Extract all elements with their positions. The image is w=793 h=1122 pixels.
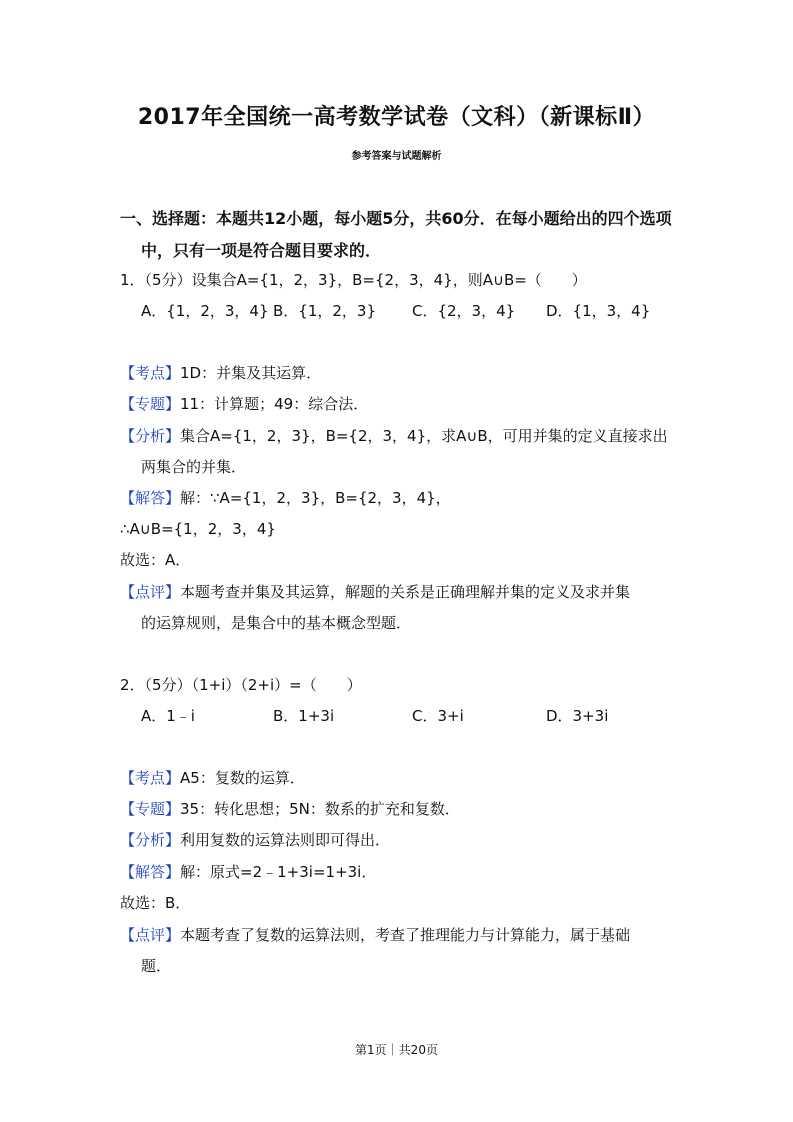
- q2-dianping-row: [120, 924, 630, 945]
- q2-zhuanti-text: 35：转化思想；5N：数系的扩充和复数．: [180, 800, 460, 818]
- q2-dianping-text: 本题考查了复数的运算法则，考查了推理能力与计算能力，属于基础: [180, 926, 631, 944]
- q2-kaodian-tag: 【考点】: [120, 769, 181, 787]
- q2-fenxi-tag: 【分析】: [120, 831, 181, 849]
- section-heading-line2: 中，只有一项是符合题目要求的．: [141, 241, 382, 260]
- q1-jieda-text: 解：∵A={1，2，3}，B={2，3，4}，: [180, 489, 451, 507]
- q2-fenxi-row: [120, 829, 390, 850]
- page-footer: 第1页｜共20页: [355, 1043, 438, 1057]
- q2-option-a: A．1﹣i: [141, 707, 195, 725]
- q2-stem: 2．（5分）（1+i）（2+i）=（ ）: [120, 676, 362, 694]
- q1-jieda-row: [120, 487, 451, 508]
- q1-jieda-tag: 【解答】: [120, 489, 181, 507]
- q1-dianping-text: 本题考查并集及其运算，解题的关系是正确理解并集的定义及求并集: [180, 583, 631, 601]
- q2-option-c: C．3+i: [412, 707, 464, 725]
- q2-jieda-tag: 【解答】: [120, 863, 181, 881]
- q1-kaodian-tag: 【考点】: [120, 364, 181, 382]
- q1-fenxi-row: [120, 425, 668, 446]
- q2-option-d: D．3+3i: [546, 707, 609, 725]
- q1-option-b: B．{1，2，3}: [273, 302, 377, 320]
- q1-zhuanti-text: 11：计算题；49：综合法．: [180, 395, 369, 413]
- q1-fenxi-text: 集合A={1，2，3}，B={2，3，4}，求A∪B，可用并集的定义直接求出: [180, 427, 668, 445]
- q1-dianping-row: [120, 581, 630, 602]
- q1-kaodian-text: 1D：并集及其运算．: [180, 364, 322, 382]
- q2-jieda-row: [120, 861, 376, 882]
- q1-zhuanti-row: [120, 393, 368, 414]
- q1-option-c: C．{2，3，4}: [412, 302, 516, 320]
- q2-zhuanti-row: [120, 798, 460, 819]
- q2-zhuanti-tag: 【专题】: [120, 800, 181, 818]
- q1-dianping-tag: 【点评】: [120, 583, 181, 601]
- q1-jieda-line2: ∴A∪B={1，2，3，4}: [120, 520, 276, 538]
- q2-choice: 故选：B．: [120, 894, 191, 912]
- q2-fenxi-text: 利用复数的运算法则即可得出．: [180, 831, 391, 849]
- q1-zhuanti-tag: 【专题】: [120, 395, 181, 413]
- section-heading-line1: 一、选择题：本题共12小题，每小题5分，共60分．在每小题给出的四个选项: [120, 209, 672, 228]
- document-title: 2017年全国统一高考数学试卷（文科）（新课标Ⅱ）: [137, 105, 656, 130]
- q1-choice: 故选：A．: [120, 551, 191, 569]
- q1-dianping-line2: 的运算规则，是集合中的基本概念型题．: [141, 614, 412, 632]
- q1-fenxi-line2: 两集合的并集．: [141, 458, 247, 476]
- q1-kaodian-row: [120, 362, 321, 383]
- q1-option-a: A．{1，2，3，4}: [141, 302, 269, 320]
- q2-jieda-text: 解：原式=2﹣1+3i=1+3i．: [180, 863, 377, 881]
- q2-kaodian-text: A5：复数的运算．: [180, 769, 305, 787]
- q2-dianping-line2: 题．: [141, 957, 172, 975]
- q2-dianping-tag: 【点评】: [120, 926, 181, 944]
- document-subtitle: 参考答案与试题解析: [351, 151, 442, 162]
- q1-stem: 1．（5分）设集合A={1，2，3}，B={2，3，4}，则A∪B=（ ）: [120, 271, 587, 289]
- q1-fenxi-tag: 【分析】: [120, 427, 181, 445]
- q2-kaodian-row: [120, 767, 305, 788]
- q2-option-b: B．1+3i: [273, 707, 335, 725]
- q1-option-d: D．{1，3，4}: [546, 302, 651, 320]
